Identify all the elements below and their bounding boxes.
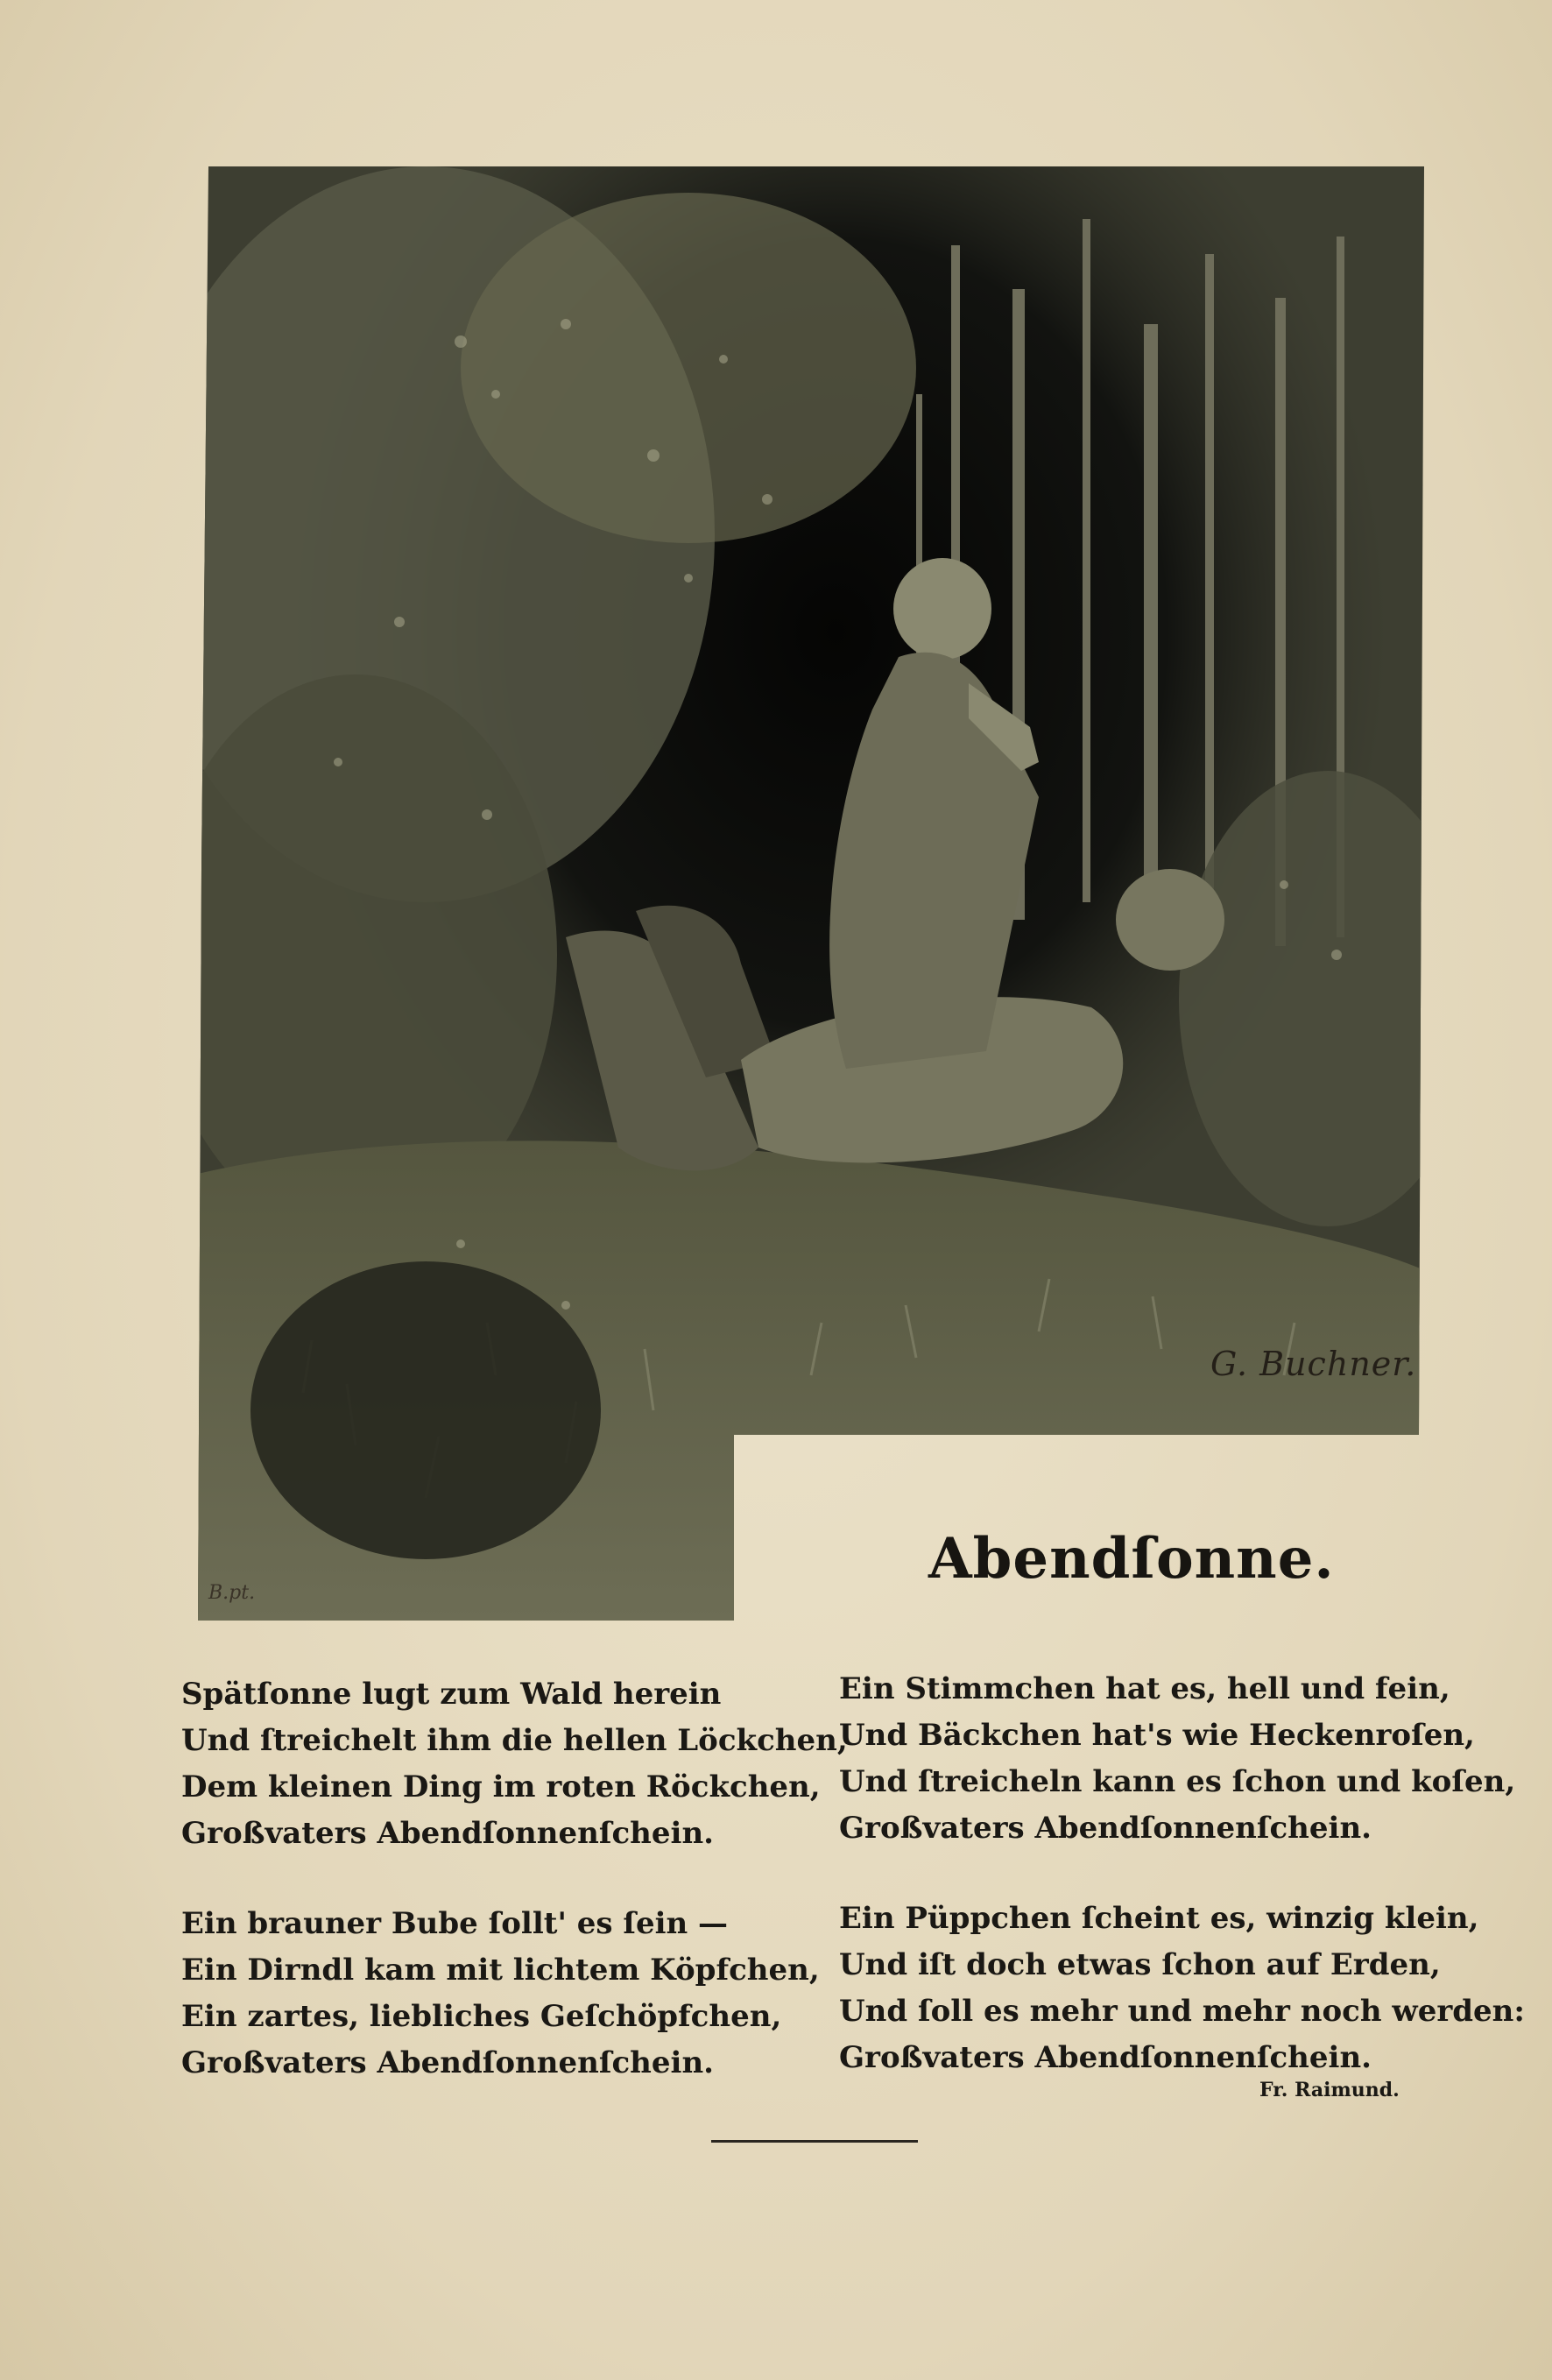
stanza-line: Ein Stimmchen hat es, hell und fein, — [839, 1671, 1450, 1706]
end-rule-divider — [711, 2140, 918, 2143]
stanza-line: Großvaters Abendſonnenſchein. — [839, 2040, 1372, 2075]
stanza-line: Und ſoll es mehr und mehr noch werden: — [839, 1994, 1525, 2029]
stanza-line: Dem kleinen Ding im roten Röckchen, — [181, 1769, 821, 1804]
engraver-mark: B.pt. — [208, 1582, 256, 1604]
stanza-line: Großvaters Abendſonnenſchein. — [181, 2045, 714, 2080]
artist-signature: G. Buchner. — [1210, 1345, 1417, 1383]
stanza-4 — [839, 1896, 1525, 2081]
stanza-line: Und Bäckchen hat's wie Heckenroſen, — [839, 1718, 1475, 1753]
poem-author: Fr. Raimund. — [1259, 2079, 1400, 2101]
stanza-line: Großvaters Abendſonnenſchein. — [839, 1811, 1372, 1846]
stanza-line: Ein zartes, liebliches Geſchöpfchen, — [181, 1999, 782, 2034]
stanza-line: Ein brauner Bube ſollt' es ſein — — [181, 1906, 729, 1941]
stanza-line: Ein Püppchen ſcheint es, winzig klein, — [839, 1901, 1479, 1936]
stanza-3 — [839, 1666, 1515, 1852]
stanza-1 — [181, 1671, 848, 1857]
poem-title: Abendſonne. — [928, 1526, 1335, 1592]
stanza-line: Großvaters Abendſonnenſchein. — [181, 1816, 714, 1851]
stanza-line: Und iſt doch etwas ſchon auf Erden, — [839, 1947, 1441, 1982]
stanza-line: Spätſonne lugt zum Wald herein — [181, 1677, 722, 1712]
forest-scene-illustration — [198, 166, 1424, 1621]
stanza-line: Ein Dirndl kam mit lichtem Köpfchen, — [181, 1953, 820, 1988]
stanza-line: Und ſtreichelt ihm die hellen Löckchen, — [181, 1723, 848, 1758]
stanza-2 — [181, 1901, 820, 2087]
stanza-line: Und ſtreicheln kann es ſchon und koſen, — [839, 1764, 1516, 1799]
